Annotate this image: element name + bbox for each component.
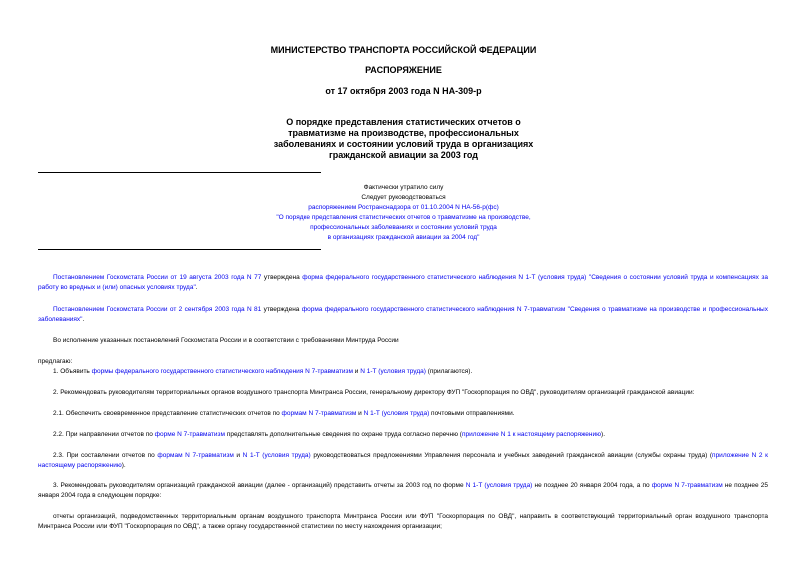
paragraph-text: ). <box>601 431 606 438</box>
form-link[interactable]: формы федерального государственного статистического наблюдения N 7-травматизм <box>91 368 353 375</box>
paragraph-text: 3. Рекомендовать руководителям организаций гражданской авиации (далее - организаций) представить отчеты за 2003 год по форме <box>53 482 466 489</box>
paragraph-text: и <box>352 368 361 375</box>
form-link[interactable]: N 1-Т (условия труда) <box>360 368 426 375</box>
title-line: О порядке представления статистических отчетов о <box>286 117 521 127</box>
paragraph: 2. Рекомендовать руководителям территориальных органов воздушного транспорта Минтранса России, генеральному директору ФУП "Госкорпорация по ОВД", руководителям организаций гражданской авиации: <box>53 389 695 396</box>
paragraph <box>38 409 768 419</box>
paragraph-text: утверждена <box>261 274 303 281</box>
ministry-heading: МИНИСТЕРСТВО ТРАНСПОРТА РОССИЙСКОЙ ФЕДЕРАЦИИ <box>270 45 537 55</box>
appendix-link[interactable]: приложение N 1 к настоящему распоряжению <box>461 431 602 438</box>
paragraph-text: 2.3. При составлении отчетов по <box>53 452 158 459</box>
paragraph: отчеты организаций, подведомственных территориальным органам воздушного транспорта Минтранса России или ФУП "Госкорпорация по ОВД", направить в соответствующий территориальный орган воздушного транспорта Минтранса России или ФУП "Госкорпорация по ОВД", а также органу государственной статистики по месту нахождения организации; <box>38 513 768 530</box>
paragraph-text: . <box>195 284 198 291</box>
paragraph-text: руководствоваться предложениями Управления персонала и учебных заведений гражданской авиации (службы охраны труда) ( <box>310 452 713 459</box>
paragraph-text: 2.1. Обеспечить своевременное представление статистических отчетов по <box>53 410 282 417</box>
paragraph-text: 2.2. При направлении отчетов по <box>53 431 155 438</box>
paragraph-text: и <box>356 410 364 417</box>
title-line: заболеваниях и состоянии условий труда в организациях <box>273 139 534 149</box>
status-note <box>200 183 607 243</box>
paragraph: предлагаю: <box>38 358 73 365</box>
divider-top <box>38 172 321 173</box>
status-note-line: Следует руководствоваться <box>361 194 446 201</box>
status-note-link[interactable]: распоряжением Ространснадзора от 01.10.2004 N НА-56-р(фс) <box>308 204 499 211</box>
paragraph <box>38 273 768 293</box>
paragraph-text: . <box>82 316 85 323</box>
status-note-link[interactable]: в организациях гражданской авиации за 2004 год" <box>327 234 480 241</box>
paragraph <box>38 367 768 377</box>
form-link[interactable]: форма федерального государственного статистического наблюдения N 1-Т (условия труда) "Сведения о состоянии условий труда и компенсациях за работу во вредных и (или) опасных условиях труда" <box>38 274 769 291</box>
form-link[interactable]: форме N 7-травматизм <box>154 431 225 438</box>
form-link[interactable]: N 1-Т (условия труда) <box>363 410 430 417</box>
document-title <box>200 117 607 161</box>
paragraph <box>38 305 768 325</box>
form-link[interactable]: формам N 7-травматизм <box>281 410 357 417</box>
form-link[interactable]: формам N 7-травматизм <box>157 452 234 459</box>
paragraph-text: ). <box>121 462 126 469</box>
paragraph-text: почтовыми отправлениями. <box>429 410 515 417</box>
title-line: травматизме на производстве, профессиональных <box>288 128 519 138</box>
status-note-link[interactable]: "О порядке представления статистических отчетов о травматизме на производстве, <box>276 214 531 221</box>
paragraph-text: утверждена <box>261 306 302 313</box>
divider-bottom <box>38 249 321 250</box>
paragraph: Во исполнение указанных постановлений Госкомстата России и в соответствии с требованиями Минтруда России <box>53 337 399 344</box>
status-note-line: Фактически утратило силу <box>363 184 444 191</box>
paragraph <box>38 451 768 471</box>
decree-link[interactable]: Постановлением Госкомстата России от 2 сентября 2003 года N 81 <box>53 306 262 313</box>
form-link[interactable]: форма федерального государственного статистического наблюдения N 7-травматизм "Сведения о травматизме на производстве и профессиональных заболеваниях" <box>38 306 768 323</box>
form-link[interactable]: N 1-Т (условия труда) <box>242 452 311 459</box>
paragraph-text: представлять дополнительные сведения по охране труда согласно перечню ( <box>225 431 462 438</box>
paragraph-text: 1. Объявить <box>53 368 92 375</box>
paragraph-text: не позднее 20 января 2004 года, а по <box>532 482 652 489</box>
paragraph-text: и <box>233 452 243 459</box>
status-note-link[interactable]: профессиональных заболеваниях и состоянии условий труда <box>310 224 497 231</box>
title-line: гражданской авиации за 2003 год <box>329 150 478 160</box>
document-date-number: от 17 октября 2003 года N НА-309-р <box>325 86 482 96</box>
paragraph-text: не позднее 25 января 2004 года в следующем порядке: <box>38 482 768 499</box>
decree-link[interactable]: Постановлением Госкомстата России от 19 августа 2003 года N 77 <box>53 274 262 281</box>
paragraph <box>38 481 768 501</box>
document-type: РАСПОРЯЖЕНИЕ <box>365 65 442 75</box>
form-link[interactable]: N 1-Т (условия труда) <box>465 482 533 489</box>
paragraph-text: (прилагаются). <box>425 368 473 375</box>
paragraph <box>38 430 768 440</box>
appendix-link[interactable]: приложение N 2 к настоящему распоряжению <box>38 452 768 469</box>
form-link[interactable]: форме N 7-травматизм <box>651 482 723 489</box>
